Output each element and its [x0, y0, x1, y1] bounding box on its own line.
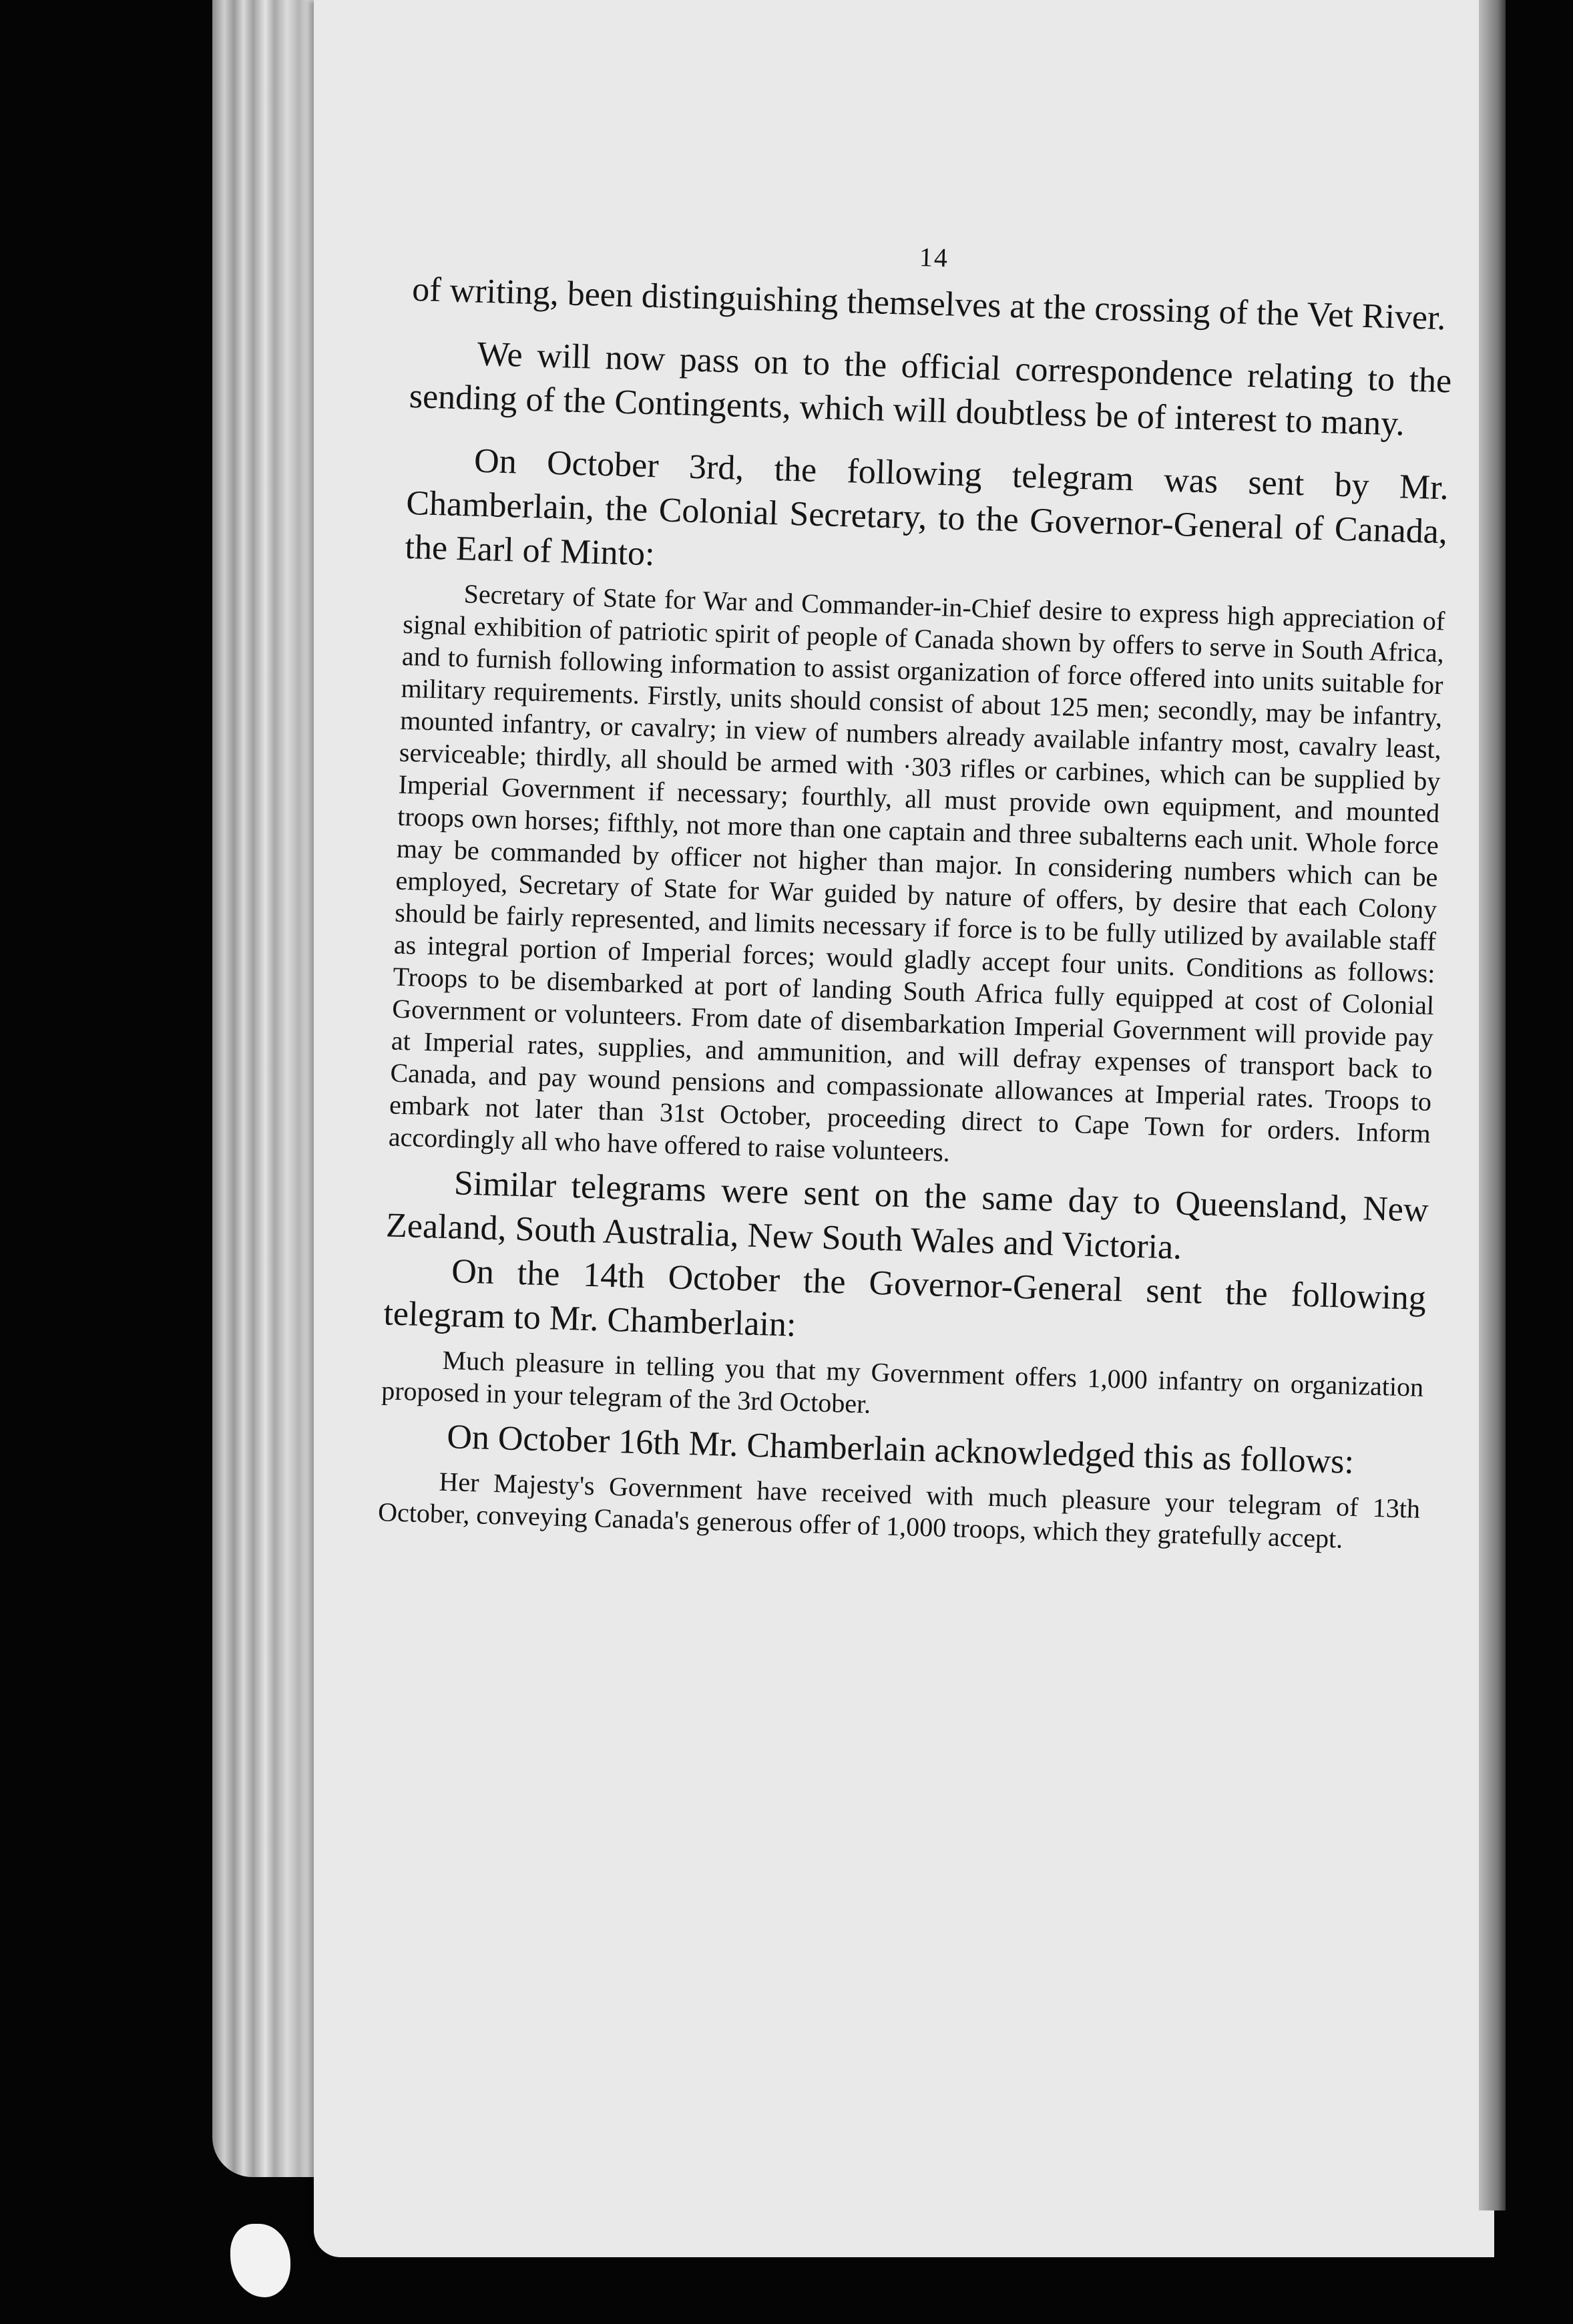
telegram-october-16th: Her Majesty's Government have received with much pleasure your telegram of 13th October, conveying Canada's generous offer of 1,000 troops, which they gratefully accept.: [377, 1466, 1421, 1554]
paper-speck: [230, 2224, 290, 2297]
paragraph-october-16th: On October 16th Mr. Chamberlain acknowledged this as follows:: [446, 1418, 1355, 1482]
paragraph-continuation: of writing, been distinguishing themselves at the crossing of the Vet River.: [411, 270, 1447, 338]
page-text: [377, 227, 1455, 1564]
telegram-october-14th: Much pleasure in telling you that my Government offers 1,000 infantry on organization proposed in your telegram of the 3rd October.: [381, 1344, 1424, 1419]
paragraph-official-correspondence: We will now pass on to the official correspondence relating to the sending of the Contingents, which will doubtless be of interest to many.: [409, 335, 1452, 443]
paragraph-october-14th: On the 14th October the Governor-General sent the following telegram to Mr. Chamberlain:: [383, 1252, 1427, 1344]
telegram-october-3rd: Secretary of State for War and Commander-in-Chief desire to express high appreciation of signal exhibition of patriotic spirit of people of Canada shown by offers to serve in South Africa, and to furnish following information to assist organization of force offered into units suitable for military requirements. Firstly, units should consist of about 125 men; secondly, may be infantry, mounted infantry, or cavalry; in view of numbers already available infantry most, cavalry least, serviceable; thirdly, all should be armed with ·303 rifles or carbines, which can be supplied by Imperial Government if necessary; fourthly, all must provide own equipment, and mounted troops own horses; fifthly, not more than one captain and three subalterns each unit. Whole force may be commanded by officer not higher than major. In considering numbers which can be employed, Secretary of State for War guided by nature of offers, by desire that each Colony should be fairly represented, and limits necessary if force is to be fully utilized by available staff as integral portion of Imperial forces; would gladly accept four units. Conditions as follows: Troops to be disembarked at port of landing South Africa fully equipped at cost of Colonial Government or volunteers. From date of disembarkation Imperial Government will provide pay at Imperial rates, supplies, and ammunition, and will defray expenses of transport back to Canada, and pay wound pensions and compassionate allowances at Imperial rates. Troops to embark not later than 31st October, proceeding direct to Cape Town for orders. Inform accordingly all who have offered to raise volunteers.: [388, 578, 1445, 1167]
paragraph-october-3rd: On October 3rd, the following telegram was sent by Mr. Chamberlain, the Colonial Secretary, to the Governor-General of Canada, the Earl of Minto:: [404, 441, 1449, 574]
page-number: 14: [919, 242, 949, 273]
background-margin: [1506, 0, 1573, 2324]
page-right-edge: [1479, 0, 1506, 2210]
paragraph-similar-telegrams: Similar telegrams were sent on the same day to Queensland, New Zealand, South Australia, New South Wales and Victoria.: [385, 1164, 1429, 1267]
